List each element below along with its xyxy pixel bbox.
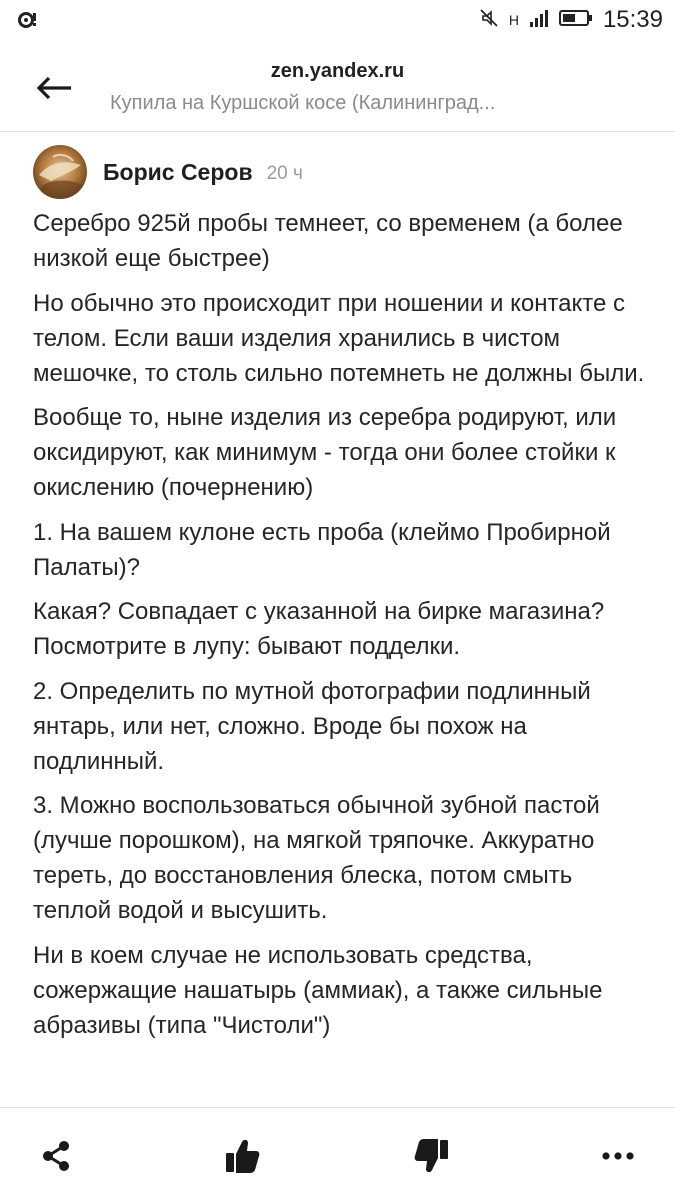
like-icon (222, 1136, 262, 1176)
article-title: Купила на Куршской косе (Калининград... (110, 92, 496, 114)
site-domain: zen.yandex.ru (270, 60, 405, 82)
page-header (0, 40, 675, 132)
notification-icon (16, 10, 38, 35)
comment-paragraph: Ни в коем случае не использовать средства, сожержащие нашатырь (аммиак), а также сильные абразивы (типа "Чистоли") (33, 941, 603, 1039)
status-bar (0, 0, 675, 40)
avatar[interactable] (33, 145, 87, 199)
comment-paragraph: 3. Можно воспользоваться обычной зубной пастой (лучше порошком), на мягкой тряпочке. Аккуратно тереть, до восстановления блеска, потом смыть теплой водой и высушить. (33, 792, 600, 924)
comment-paragraph: Но обычно это происходит при ношении и контакте с телом. Если ваши изделия хранились в чистом мешочке, то столь сильно потемнеть не должны были. (33, 289, 645, 387)
dislike-icon (412, 1136, 452, 1176)
share-icon (38, 1138, 74, 1174)
mute-icon (479, 8, 499, 33)
like-button[interactable] (220, 1134, 264, 1178)
comment-time: 20 ч (266, 162, 303, 184)
comment-paragraph: 1. На вашем кулоне есть проба (клеймо Пробирной Палаты)? (33, 518, 611, 581)
comment-paragraph: Вообще то, ныне изделия из серебра родируют, или оксидируют, как минимум - тогда они более стойки к окислению (почернению) (33, 404, 617, 501)
more-icon (598, 1136, 638, 1176)
comment-header (33, 143, 303, 201)
share-button[interactable] (34, 1134, 78, 1178)
comment-paragraph: Серебро 925й пробы темнеет, со временем (а более низкой еще быстрее) (33, 210, 623, 272)
more-button[interactable] (596, 1134, 640, 1178)
comment-body (33, 206, 648, 1052)
dislike-button[interactable] (410, 1134, 454, 1178)
comment-paragraph: 2. Определить по мутной фотографии подлинный янтарь, или нет, сложно. Вроде бы похож на подлинный. (33, 677, 591, 775)
status-time: 15:39 (602, 6, 663, 33)
comment-paragraph: Какая? Совпадает с указанной на бирке магазина? Посмотрите в лупу: бывают подделки. (33, 598, 605, 660)
network-type: H (508, 12, 519, 28)
battery-icon (559, 9, 593, 32)
author-name[interactable]: Борис Серов (103, 158, 253, 185)
signal-icon (529, 8, 549, 33)
bottom-action-bar (0, 1107, 675, 1201)
